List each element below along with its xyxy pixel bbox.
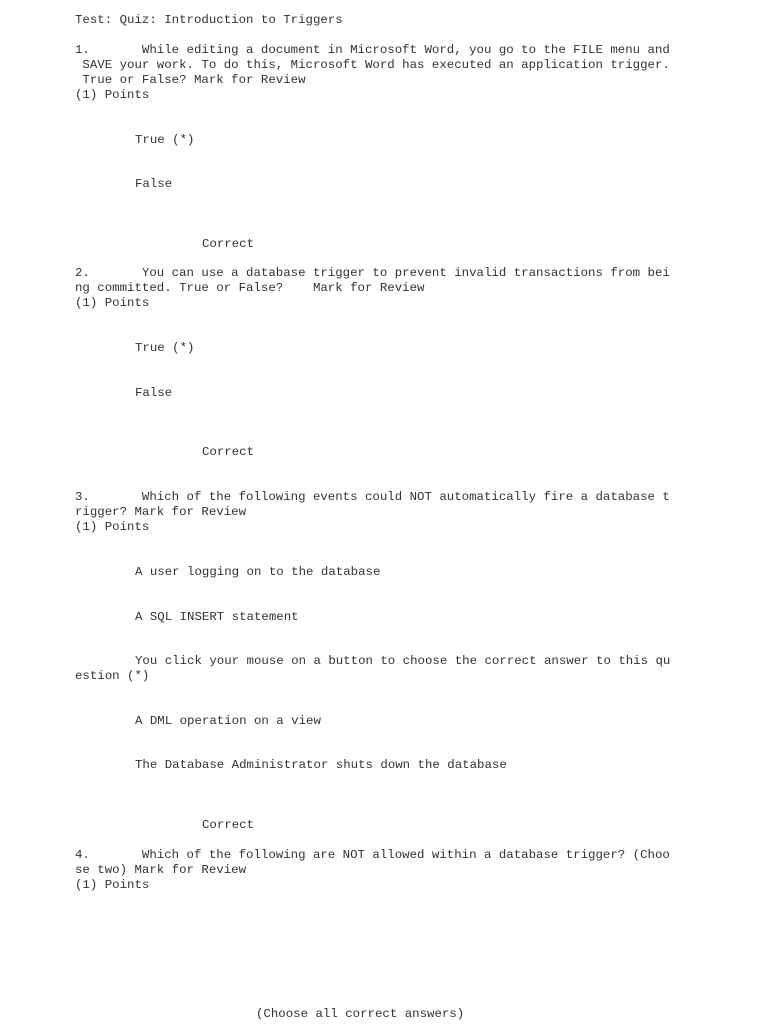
question-1-result: Correct (202, 237, 255, 251)
question-3-option-dba-shutdown[interactable]: The Database Administrator shuts down the database (135, 758, 507, 772)
question-2-result: Correct (202, 445, 255, 459)
question-2-points: (1) Points (75, 296, 150, 310)
page-title: Test: Quiz: Introduction to Triggers (75, 13, 343, 27)
question-3-option-mouse-click[interactable]: You click your mouse on a button to choose the correct answer to this qu (135, 654, 671, 668)
question-3-result: Correct (202, 818, 255, 832)
question-1-option-false[interactable]: False (135, 177, 173, 191)
question-4-text-line-1: 4. Which of the following are NOT allowed within a database trigger? (Choo (75, 848, 670, 862)
question-4-text-line-2: se two) Mark for Review (75, 863, 247, 877)
question-2-option-true[interactable]: True (*) (135, 341, 195, 355)
question-3-option-user-logon[interactable]: A user logging on to the database (135, 565, 381, 579)
question-3-text-line-1: 3. Which of the following events could NOT automatically fire a database t (75, 490, 670, 504)
question-3-option-dml-view[interactable]: A DML operation on a view (135, 714, 321, 728)
question-3-points: (1) Points (75, 520, 150, 534)
question-3-option-sql-insert[interactable]: A SQL INSERT statement (135, 610, 299, 624)
question-1-text-line-3: True or False? Mark for Review (75, 73, 306, 87)
question-1-text-line-1: 1. While editing a document in Microsoft Word, you go to the FILE menu and (75, 43, 670, 57)
question-1-points: (1) Points (75, 88, 150, 102)
question-2-text-line-1: 2. You can use a database trigger to prevent invalid transactions from bei (75, 266, 670, 280)
question-2-option-false[interactable]: False (135, 386, 173, 400)
question-1-option-true[interactable]: True (*) (135, 133, 195, 147)
question-4-points: (1) Points (75, 878, 150, 892)
question-3-option-mouse-click-cont: estion (*) (75, 669, 150, 683)
question-1-text-line-2: SAVE your work. To do this, Microsoft Word has executed an application trigger. (75, 58, 670, 72)
choose-all-note: (Choose all correct answers) (256, 1007, 465, 1021)
question-3-text-line-2: rigger? Mark for Review (75, 505, 247, 519)
question-2-text-line-2: ng committed. True or False? Mark for Review (75, 281, 425, 295)
